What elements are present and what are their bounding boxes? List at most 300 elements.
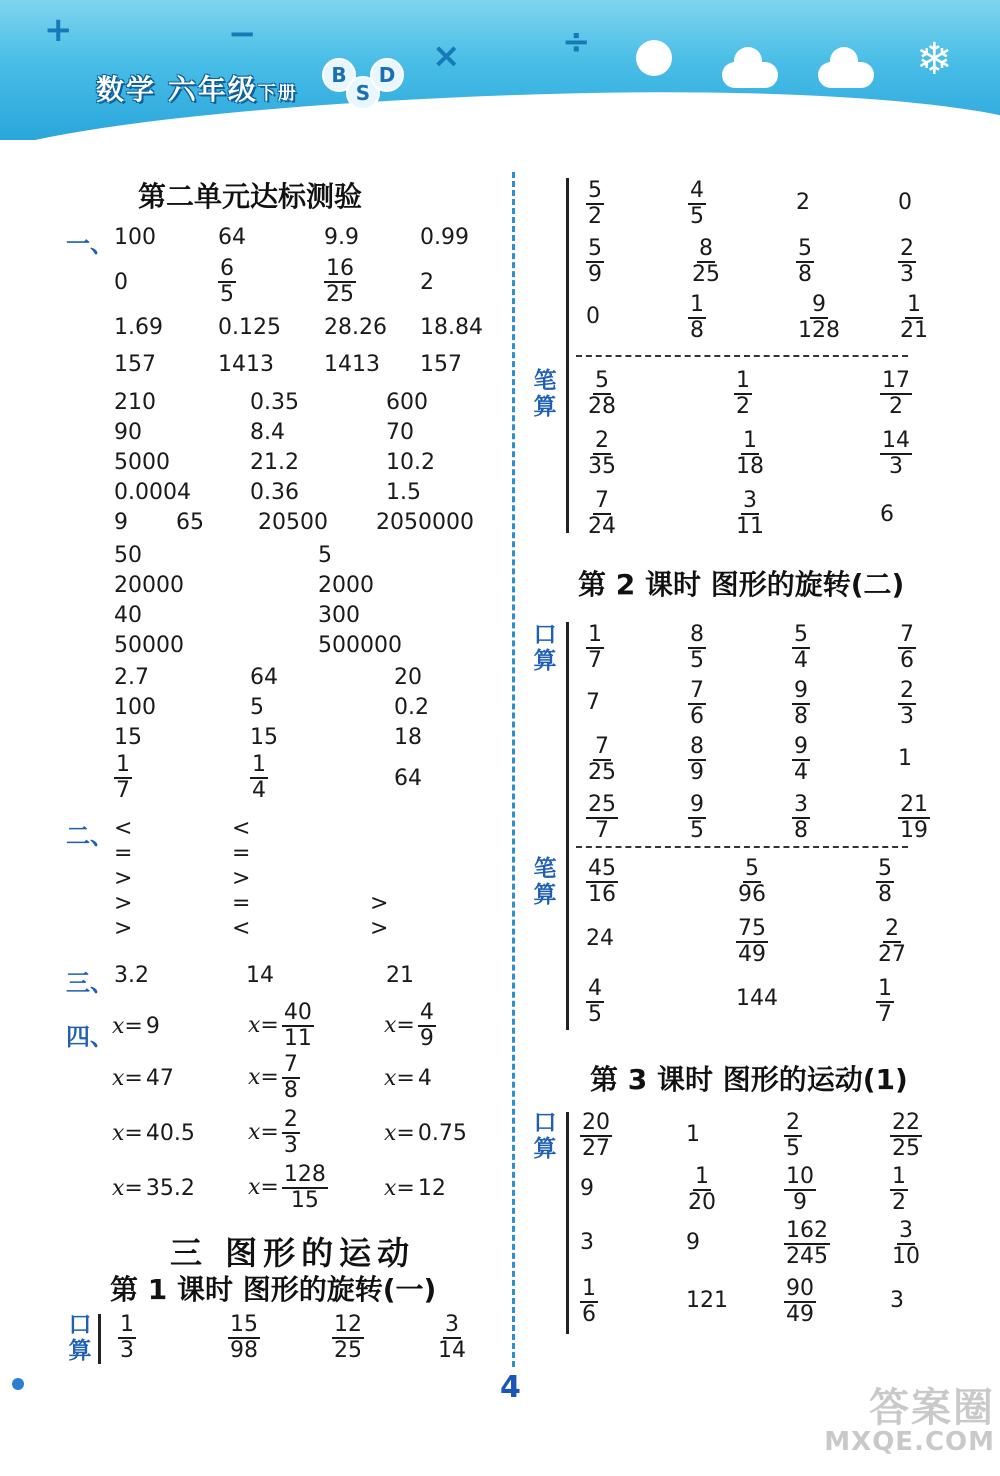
lesson-2-written-label: 笔算 [533, 856, 557, 909]
numerator: 1 [690, 292, 704, 317]
denominator: 3 [120, 1338, 134, 1363]
numerator: 1 [116, 752, 130, 777]
answer-cell: 9.9 [324, 225, 359, 250]
answer-cell: 121 [686, 1288, 728, 1313]
answer-cell [586, 370, 618, 418]
answer-cell: 1413 [324, 352, 380, 377]
answer-cell: 90 [114, 420, 142, 445]
volume-text: 下册 [257, 83, 298, 104]
answer-cell [218, 258, 236, 306]
variable-x: x= [248, 1013, 279, 1038]
fraction [688, 794, 706, 842]
answer-cell: 8.4 [250, 420, 285, 445]
fraction [880, 370, 912, 418]
answer-cell [690, 238, 722, 286]
fraction [792, 624, 810, 672]
numerator: 5 [595, 368, 609, 393]
numerator: 1 [582, 1276, 596, 1301]
denominator: 7 [878, 1002, 892, 1027]
answer-cell: 0.36 [250, 480, 299, 505]
numerator: 1 [588, 622, 602, 647]
numerator: 5 [798, 236, 812, 261]
unit-title: 三 图形的运动 [170, 1234, 416, 1272]
numerator: 7 [690, 678, 704, 703]
denominator: 3 [900, 704, 914, 729]
numerator: 8 [690, 622, 704, 647]
numerator: 21 [900, 792, 928, 817]
answer-cell: 5 [318, 543, 332, 568]
numerator: 5 [878, 856, 892, 881]
numerator: 25 [588, 792, 616, 817]
equation-value [282, 1109, 300, 1157]
denominator: 3 [889, 454, 903, 479]
numerator: 22 [892, 1110, 920, 1135]
equation-answer [248, 1109, 300, 1157]
numerator: 7 [283, 1052, 298, 1077]
numerator: 45 [588, 856, 616, 881]
fraction [218, 258, 236, 306]
watermark [820, 1385, 995, 1457]
denominator: 9 [419, 1026, 434, 1051]
denominator: 6 [900, 648, 914, 673]
fraction [688, 180, 706, 228]
fraction [898, 294, 930, 342]
denominator: 25 [692, 262, 720, 287]
answer-cell [880, 370, 912, 418]
lesson-3-bar [566, 1112, 569, 1334]
answer-cell: 157 [114, 352, 156, 377]
answer-cell: < [232, 816, 251, 841]
denominator: 5 [690, 818, 704, 843]
answer-cell: 14 [246, 963, 274, 988]
answer-cell: 100 [114, 225, 156, 250]
answer-cell [250, 754, 268, 802]
answer-cell [792, 794, 810, 842]
fraction [282, 1054, 300, 1102]
divide-icon: ÷ [562, 22, 591, 62]
fraction [436, 1314, 468, 1362]
numerator: 14 [882, 428, 910, 453]
numerator: 2 [283, 1107, 298, 1132]
answer-cell [114, 754, 132, 802]
denominator: 35 [588, 454, 616, 479]
answer-cell [586, 490, 618, 538]
answer-cell [784, 1166, 816, 1214]
denominator: 14 [438, 1338, 466, 1363]
answer-cell: 300 [318, 603, 360, 628]
equation-answer [384, 1123, 467, 1145]
denominator: 3 [900, 262, 914, 287]
question-4-label: 四、 [66, 1023, 114, 1051]
fraction [890, 1220, 922, 1268]
answer-cell: 15 [250, 725, 278, 750]
answer-cell [796, 238, 814, 286]
numerator: 1 [252, 752, 266, 777]
answer-cell: 157 [420, 352, 462, 377]
answer-cell: 1 [898, 746, 912, 771]
fraction [898, 794, 930, 842]
answer-cell: > [114, 866, 133, 891]
numerator: 128 [283, 1162, 326, 1187]
numerator: 1 [120, 1312, 134, 1337]
answer-cell: > [114, 891, 133, 916]
lesson-2-separator [576, 846, 908, 848]
equation-answer [248, 1054, 300, 1102]
equation-answer [248, 1002, 314, 1050]
fraction [784, 1166, 816, 1214]
denominator: 49 [738, 942, 766, 967]
answer-cell [890, 1220, 922, 1268]
fraction [586, 978, 604, 1026]
column-divider [512, 172, 515, 1367]
answer-cell: 6 [880, 502, 894, 527]
answer-cell [586, 238, 604, 286]
answer-cell: 1 [686, 1122, 700, 1147]
answer-cell [586, 736, 618, 784]
fraction [734, 490, 766, 538]
answer-cell: 18.84 [420, 315, 483, 340]
fraction [880, 430, 912, 478]
cloud-icon [722, 62, 778, 88]
answer-cell [586, 978, 604, 1026]
fraction [898, 238, 916, 286]
denominator: 24 [588, 514, 616, 539]
denominator: 49 [786, 1302, 814, 1327]
answer-cell [898, 680, 916, 728]
fraction [580, 1112, 612, 1160]
fraction [228, 1314, 260, 1362]
fraction [586, 238, 604, 286]
lesson-1-title: 第 1 课时 图形的旋转(一) [110, 1273, 437, 1306]
variable-x: x= [248, 1120, 279, 1145]
answer-cell: 2.7 [114, 665, 149, 690]
numerator: 4 [690, 178, 704, 203]
answer-cell [688, 680, 706, 728]
answer-cell [792, 736, 810, 784]
answer-cell: 7 [586, 690, 600, 715]
numerator: 5 [588, 178, 602, 203]
denominator: 11 [283, 1026, 312, 1051]
numerator: 1 [736, 368, 750, 393]
numerator: 10 [786, 1164, 814, 1189]
numerator: 15 [230, 1312, 258, 1337]
answer-cell: 0 [586, 304, 600, 329]
numerator: 5 [745, 856, 759, 881]
denominator: 8 [690, 318, 704, 343]
denominator: 8 [878, 882, 892, 907]
answer-cell: 24 [586, 926, 614, 951]
denominator: 8 [283, 1078, 298, 1103]
fraction [734, 430, 766, 478]
equation-answer [384, 1002, 436, 1050]
badge-s: S [346, 76, 380, 110]
answer-cell [734, 430, 766, 478]
fraction [586, 736, 618, 784]
numerator: 9 [794, 734, 808, 759]
answer-cell: 21 [386, 963, 414, 988]
answer-cell: > [114, 916, 133, 941]
answer-cell [784, 1220, 830, 1268]
fraction [876, 918, 908, 966]
fraction [796, 238, 814, 286]
answer-cell: 500000 [318, 633, 402, 658]
variable-x: x= [248, 1065, 279, 1090]
numerator: 3 [899, 1218, 913, 1243]
equation-value: 35.2 [145, 1176, 195, 1201]
answer-cell [784, 1112, 802, 1160]
denominator: 2 [892, 1190, 906, 1215]
answer-cell [890, 1166, 908, 1214]
lesson-2-oral-label: 口算 [533, 622, 557, 675]
answer-cell: 9 [114, 510, 128, 535]
denominator: 5 [690, 204, 704, 229]
fraction [332, 1314, 364, 1362]
numerator: 9 [690, 792, 704, 817]
denominator: 8 [798, 262, 812, 287]
fraction [898, 680, 916, 728]
fraction [586, 430, 618, 478]
numerator: 7 [595, 734, 609, 759]
answer-cell [586, 624, 604, 672]
numerator: 3 [794, 792, 808, 817]
denominator: 5 [588, 1002, 602, 1027]
fraction [324, 258, 356, 306]
question-1-label: 一、 [66, 230, 114, 258]
answer-cell: 0 [114, 270, 128, 295]
answer-cell [586, 430, 618, 478]
answer-cell [734, 370, 752, 418]
numerator: 12 [334, 1312, 362, 1337]
fraction [586, 794, 618, 842]
fraction [586, 858, 618, 906]
fraction [784, 1220, 830, 1268]
lesson-2-bar [566, 622, 569, 1030]
lesson-2-title: 第 2 课时 图形的旋转(二) [578, 568, 905, 601]
denominator: 4 [794, 760, 808, 785]
series-title [96, 68, 298, 108]
denominator: 98 [230, 1338, 258, 1363]
equation-value: 12 [417, 1176, 446, 1201]
fraction [876, 858, 894, 906]
fraction [580, 1278, 598, 1326]
fraction [586, 180, 604, 228]
badge-d: D [370, 58, 404, 92]
answer-cell: > [232, 866, 251, 891]
fraction [876, 978, 894, 1026]
fraction [688, 624, 706, 672]
answer-cell: > [370, 891, 389, 916]
numerator: 2 [900, 236, 914, 261]
answer-cell: 0.35 [250, 390, 299, 415]
answer-cell [898, 238, 916, 286]
answer-cell [736, 918, 768, 966]
variable-x: x= [248, 1175, 279, 1200]
equation-value [418, 1002, 436, 1050]
answer-cell: 2 [420, 270, 434, 295]
answer-cell: 10.2 [386, 450, 435, 475]
series-text: 数学 六年级 [96, 73, 258, 106]
answer-cell: 5000 [114, 450, 170, 475]
answer-cell [792, 680, 810, 728]
denominator: 9 [793, 1190, 807, 1215]
page-number: 4 [500, 1370, 521, 1405]
denominator: 9 [690, 760, 704, 785]
numerator: 9 [794, 678, 808, 703]
fraction [118, 1314, 136, 1362]
answer-cell: 64 [250, 665, 278, 690]
answer-cell [580, 1112, 612, 1160]
fraction [282, 1164, 328, 1212]
answer-cell: = [114, 841, 133, 866]
numerator: 1 [743, 428, 757, 453]
equation-value: 9 [145, 1014, 160, 1039]
test-title: 第二单元达标测验 [138, 180, 363, 213]
sun-icon [636, 40, 672, 76]
plus-icon: + [44, 10, 73, 50]
denominator: 15 [290, 1188, 319, 1213]
answer-cell [876, 858, 894, 906]
denominator: 6 [582, 1302, 596, 1327]
equation-answer [248, 1164, 328, 1212]
numerator: 2 [900, 678, 914, 703]
equation-answer [384, 1178, 446, 1200]
answer-cell: > [370, 916, 389, 941]
answer-cell [586, 180, 604, 228]
answer-cell: 20 [394, 665, 422, 690]
fraction [736, 918, 768, 966]
answer-cell: 18 [394, 725, 422, 750]
numerator: 1 [892, 1164, 906, 1189]
fraction [734, 370, 752, 418]
variable-x: x= [112, 1066, 143, 1091]
answer-cell: < [114, 816, 133, 841]
fraction [688, 736, 706, 784]
lesson-3-oral-label: 口算 [533, 1110, 557, 1163]
answer-cell: 5 [250, 695, 264, 720]
numerator: 17 [882, 368, 910, 393]
answer-cell: 100 [114, 695, 156, 720]
lesson-3-title: 第 3 课时 图形的运动(1) [590, 1063, 908, 1096]
numerator: 6 [220, 256, 234, 281]
fraction [792, 736, 810, 784]
denominator: 25 [892, 1136, 920, 1161]
answer-cell [686, 1166, 718, 1214]
fraction [586, 624, 604, 672]
numerator: 3 [743, 488, 757, 513]
numerator: 75 [738, 916, 766, 941]
equation-value: 0.75 [417, 1121, 467, 1146]
denominator: 5 [690, 648, 704, 673]
answer-cell: 64 [218, 225, 246, 250]
fraction [890, 1166, 908, 1214]
answer-cell [688, 180, 706, 228]
answer-cell: 1413 [218, 352, 274, 377]
answer-cell [898, 624, 916, 672]
answer-cell: 28.26 [324, 315, 387, 340]
fraction [890, 1112, 922, 1160]
numerator: 162 [786, 1218, 828, 1243]
answer-cell: 3 [890, 1288, 904, 1313]
numerator: 1 [695, 1164, 709, 1189]
badge-b: B [322, 58, 356, 92]
answer-cell [898, 294, 930, 342]
numerator: 2 [595, 428, 609, 453]
denominator: 2 [889, 394, 903, 419]
denominator: 5 [786, 1136, 800, 1161]
answer-cell: 144 [736, 986, 778, 1011]
answer-cell [580, 1278, 598, 1326]
answer-cell: 3 [580, 1230, 594, 1255]
equation-value [282, 1002, 314, 1050]
answer-cell: 20000 [114, 573, 184, 598]
equation-value: 40.5 [145, 1121, 195, 1146]
denominator: 25 [334, 1338, 362, 1363]
ball-icon [12, 1378, 24, 1390]
equation-value: 47 [145, 1066, 174, 1091]
fraction [586, 370, 618, 418]
answer-cell [734, 490, 766, 538]
fraction [688, 680, 706, 728]
numerator: 3 [445, 1312, 459, 1337]
variable-x: x= [384, 1176, 415, 1201]
question-3-label: 三、 [66, 969, 114, 997]
denominator: 4 [794, 648, 808, 673]
answer-cell [688, 794, 706, 842]
answer-cell [118, 1314, 136, 1362]
answer-cell: 9 [580, 1176, 594, 1201]
answer-cell [586, 794, 618, 842]
answer-cell [890, 1112, 922, 1160]
fraction [690, 238, 722, 286]
top-written-label: 笔算 [533, 368, 557, 421]
equation-answer [384, 1068, 432, 1090]
fraction [114, 754, 132, 802]
numerator: 90 [786, 1276, 814, 1301]
answer-cell [876, 918, 908, 966]
answer-cell: 50000 [114, 633, 184, 658]
answer-cell: 9 [686, 1230, 700, 1255]
denominator: 7 [588, 648, 602, 673]
denominator: 8 [794, 704, 808, 729]
answer-cell: 21.2 [250, 450, 299, 475]
denominator: 2 [736, 394, 750, 419]
answer-cell: 210 [114, 390, 156, 415]
answer-cell: 2050000 [376, 510, 474, 535]
variable-x: x= [384, 1121, 415, 1146]
equation-value: 4 [417, 1066, 432, 1091]
fraction [792, 794, 810, 842]
lesson-1-oral-bar [98, 1314, 101, 1364]
answer-cell [688, 294, 706, 342]
denominator: 28 [588, 394, 616, 419]
numerator: 1 [907, 292, 921, 317]
answer-cell [792, 624, 810, 672]
numerator: 8 [699, 236, 713, 261]
fraction [282, 1109, 300, 1157]
answer-cell [876, 978, 894, 1026]
answer-cell [436, 1314, 468, 1362]
denominator: 9 [588, 262, 602, 287]
answer-cell: 2000 [318, 573, 374, 598]
answer-cell [688, 624, 706, 672]
fraction [418, 1002, 436, 1050]
answer-cell [228, 1314, 260, 1362]
fraction [898, 624, 916, 672]
denominator: 25 [588, 760, 616, 785]
denominator: 3 [283, 1133, 298, 1158]
top-block-bar [566, 178, 569, 533]
snowflake-icon: ❄ [916, 34, 953, 85]
